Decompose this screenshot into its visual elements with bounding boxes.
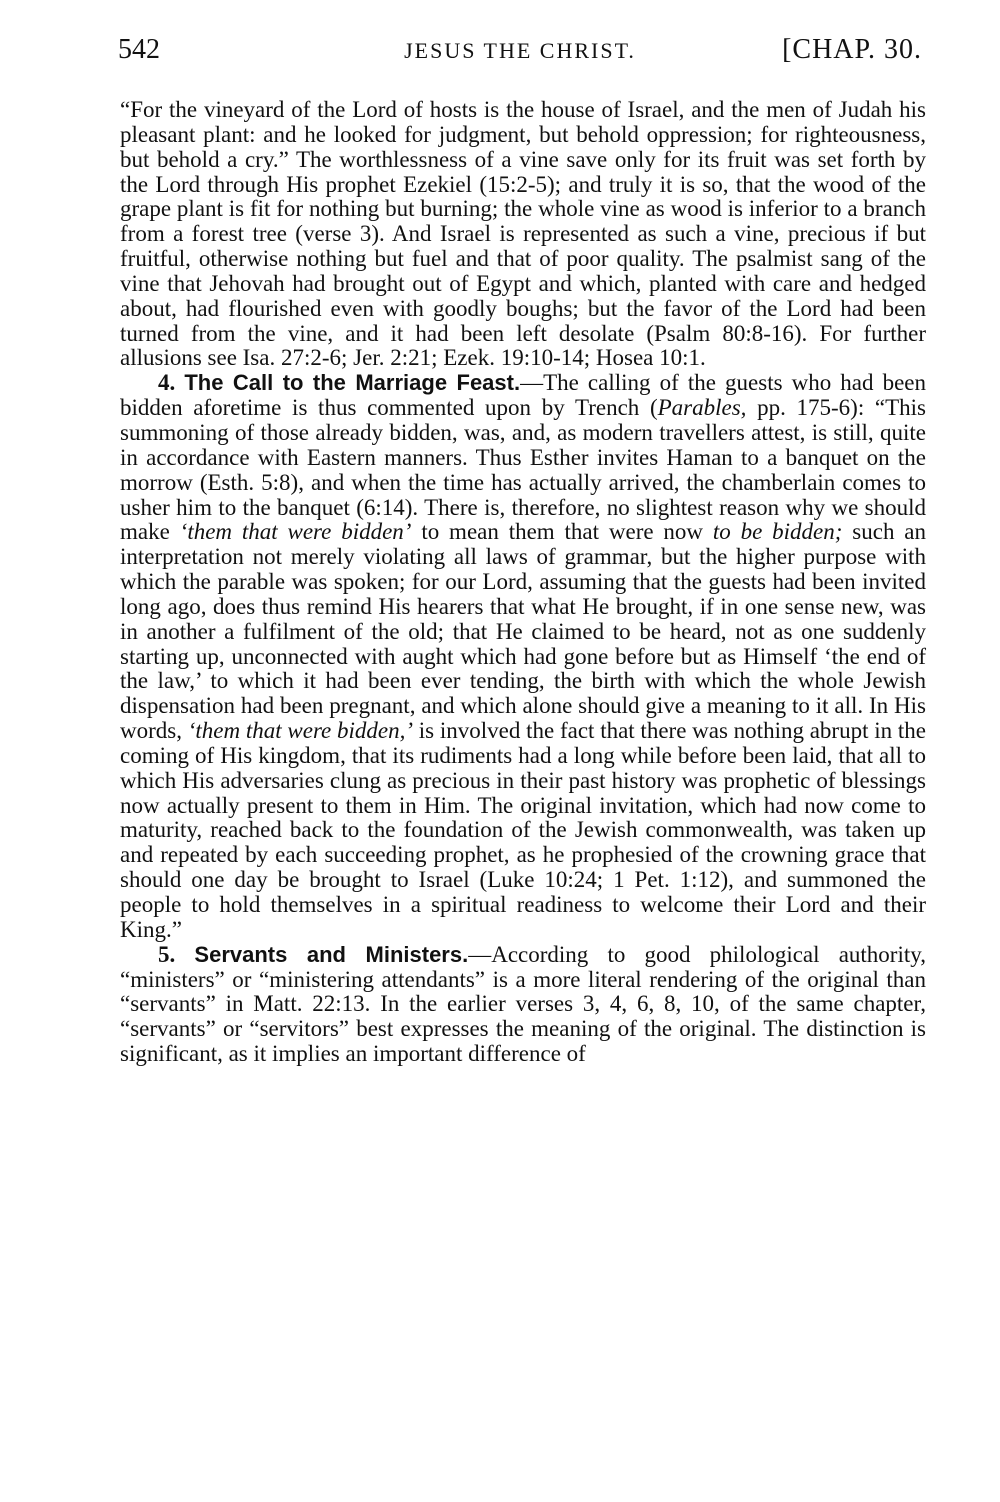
running-title: JESUS THE CHRIST.	[404, 38, 636, 63]
paragraph-text: such an interpretation not merely violating all laws of grammar, but the higher purpose with which the parable was spoken; for our Lord, assuming that the guests had been invited long ago, does thus remind His hearers that what He brought, if in one sense new, was in another a fulfilment of the old; that He claimed to be heard, not as one suddenly starting up, unconnected with aught which had gone before but as Himself ‘the end of the law,’ to which it had been ever tending, the birth with which the whole Jewish dispensation had been pregnant, and which alone should give a meaning to it all. In His words,	[120, 519, 926, 744]
paragraph-text: pp. 175-6): “This summoning of those already bidden, was, and, as modern travellers attest, is still, quite in accordance with Eastern manners. Thus Esther invites Haman to a banquet on the morrow (Esth. 5:8), and when the time has actually arrived, the chamberlain comes to usher him to the banquet (6:14). There is, therefore, no slightest reason why we should make	[120, 395, 926, 545]
section-title: Servants and Ministers.	[194, 941, 469, 967]
section-title: The Call to the Marriage Feast.	[184, 370, 521, 396]
section-number: 4.	[158, 370, 176, 396]
italic-text: ‘them that were bidden,’	[187, 718, 414, 744]
paragraph-text: —The calling of the guests who had been bidden aforetime is thus commented upon by Trench (	[120, 370, 927, 421]
chapter-reference: [CHAP. 30.	[782, 34, 922, 65]
paragraph-marriage-feast	[120, 371, 926, 942]
paragraph-servants-ministers	[120, 943, 926, 1067]
paragraph-vineyard	[120, 98, 926, 371]
page-number: 542	[118, 34, 160, 65]
paragraph-text: to mean them that were now	[411, 519, 713, 545]
italic-text: ‘them that were bidden’	[179, 519, 412, 545]
page-header	[118, 34, 922, 74]
section-number: 5.	[158, 941, 176, 967]
italic-text: Parables,	[657, 395, 747, 421]
italic-text: to be bidden;	[712, 519, 843, 545]
paragraph-text: —According to good philological authority, “ministers” or “ministering attendants” is a more literal rendering of the original than “servants” in Matt. 22:13. In the earlier verses 3, 4, 6, 8, 10, of the same chapter, “servants” or “servitors” best expresses the meaning of the original. The distinction is significant, as it implies an important difference of	[120, 941, 926, 1067]
paragraph-text: “For the vineyard of the Lord of hosts is the house of Israel, and the men of Judah his pleasant plant: and he looked for judgment, but behold oppression; for righteousness, but behold a cry.” The worthlessness of a vine save only for its fruit was set forth by the Lord through His prophet Ezekiel (15:2-5); and truly it is so, that the wood of the grape plant is fit for nothing but burning; the whole vine as wood is inferior to a branch from a forest tree (verse 3). And Israel is represented as such a vine, precious if but fruitful, otherwise nothing but fuel and that of poor quality. The psalmist sang of the vine that Jehovah had brought out of Egypt and which, planted with care and hedged about, had flourished even with goodly boughs; but the favor of the Lord had been turned from the vine, and it had been left desolate (Psalm 80:8-16). For further allusions see Isa. 27:2-6; Jer. 2:21; Ezek. 19:10-14; Hosea 10:1.	[120, 97, 926, 371]
body-text	[120, 98, 926, 1067]
paragraph-text: is involved the fact that there was nothing abrupt in the coming of His kingdom, that its rudiments had a long while before been laid, that all to which His adversaries clung as precious in their past history was prophetic of blessings now actually present to them in Him. The original invitation, which had now come to maturity, reached back to the foundation of the Jewish commonwealth, was taken up and repeated by each succeeding prophet, as he prophesied of the crowning grace that should one day be brought to Israel (Luke 10:24; 1 Pet. 1:12), and summoned the people to hold themselves in a spiritual readiness to welcome their Lord and their King.”	[120, 718, 926, 942]
